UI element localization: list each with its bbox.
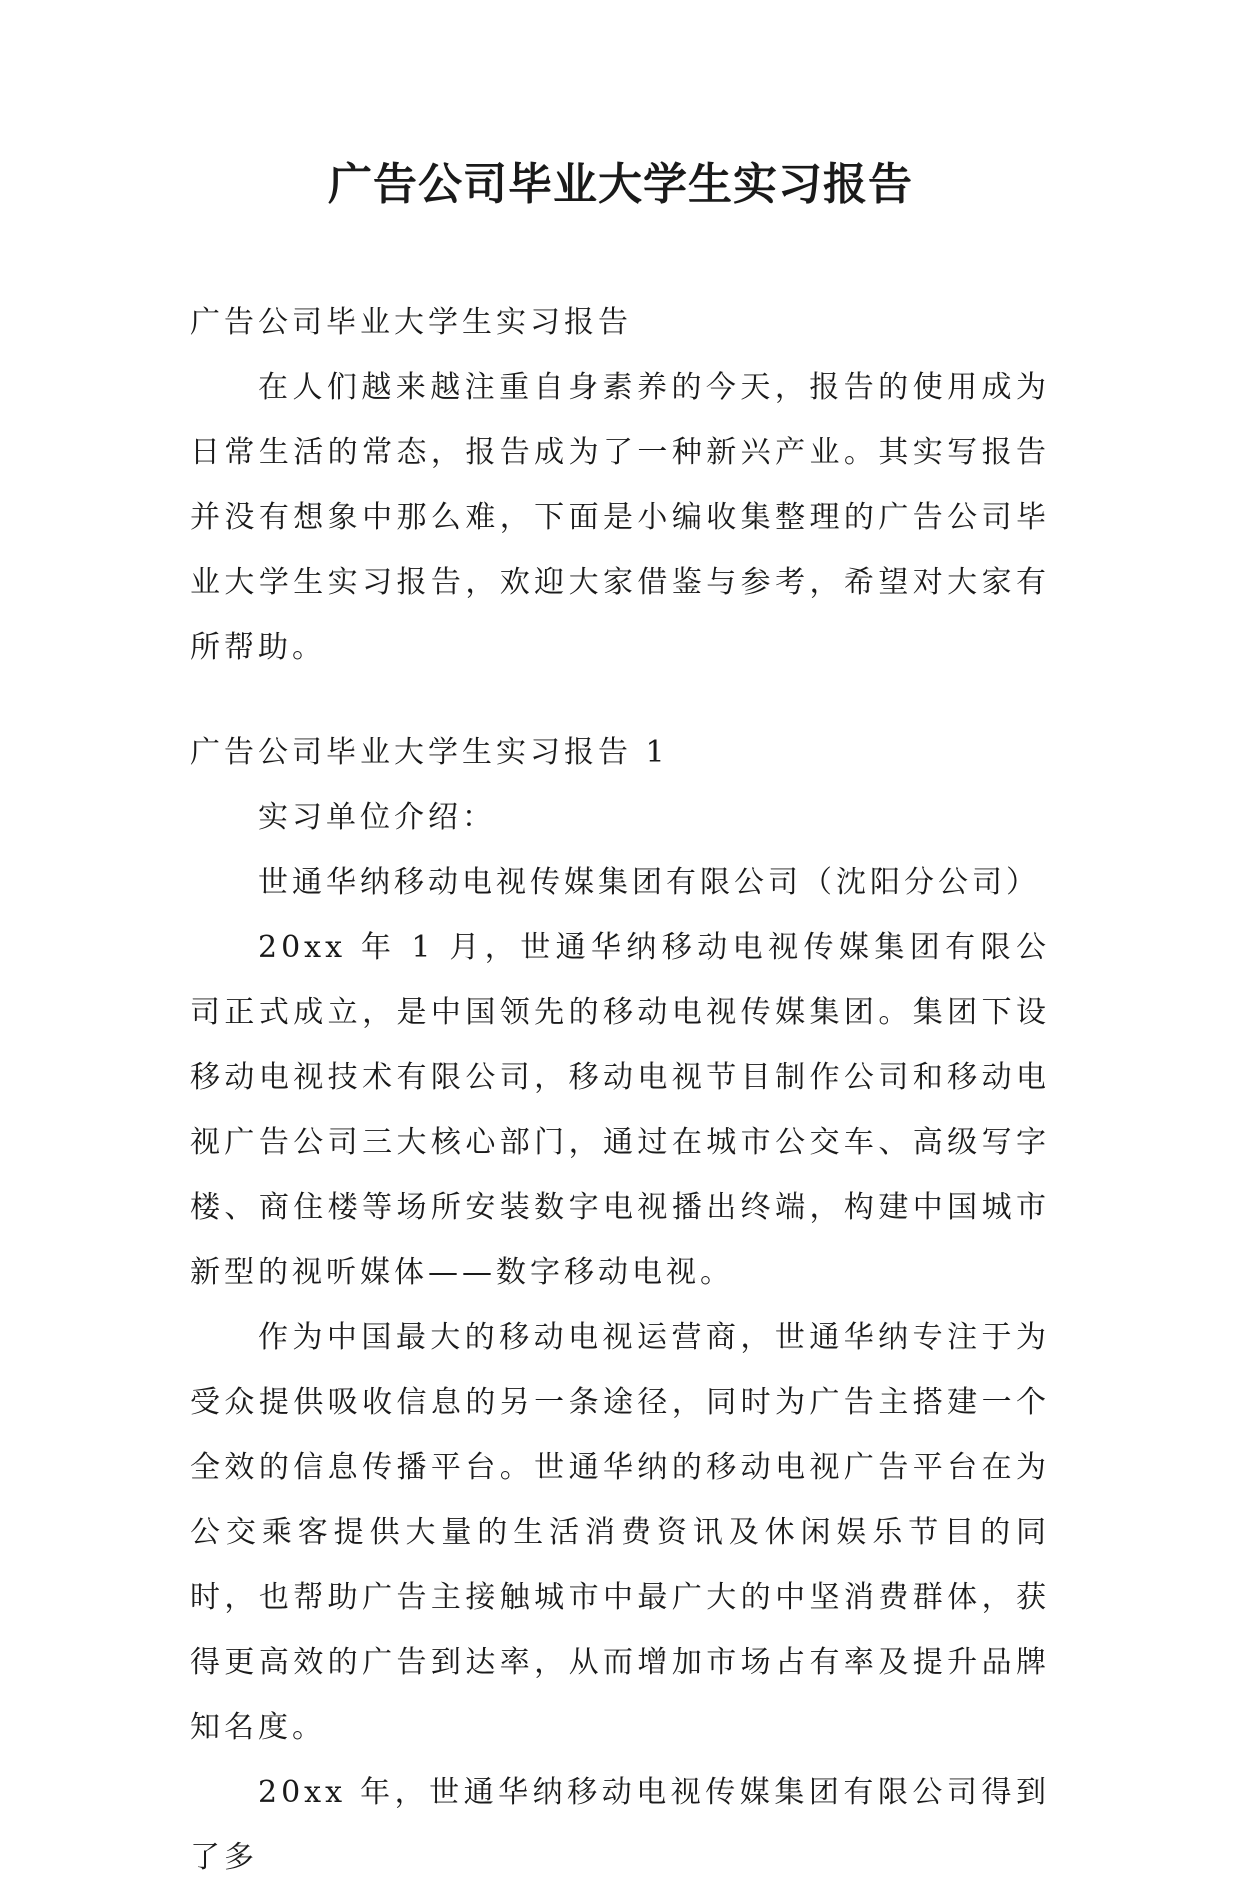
intro-paragraph: 在人们越来越注重自身素养的今天，报告的使用成为日常生活的常态，报告成为了一种新兴产业。其实写报告并没有想象中那么难，下面是小编收集整理的广告公司毕业大学生实习报告，欢迎大家借鉴与参考，希望对大家有所帮助。	[190, 370, 1050, 665]
subtitle-report-1: 广告公司毕业大学生实习报告 1	[190, 735, 669, 770]
section-gap	[190, 680, 1050, 720]
unit-heading: 实习单位介绍：	[258, 800, 496, 835]
document-title: 广告公司毕业大学生实习报告	[328, 159, 913, 210]
paragraph-continued: 20xx 年，世通华纳移动电视传媒集团有限公司得到了多	[190, 1775, 1050, 1875]
paragraph-operator: 作为中国最大的移动电视运营商，世通华纳专注于为受众提供吸收信息的另一条途径，同时为广告主搭建一个全效的信息传播平台。世通华纳的移动电视广告平台在为公交乘客提供大量的生活消费资讯及休闲娱乐节目的同时，也帮助广告主接触城市中最广大的中坚消费群体，获得更高效的广告到达率，从而增加市场占有率及提升品牌知名度。	[190, 1320, 1050, 1745]
company-name: 世通华纳移动电视传媒集团有限公司（沈阳分公司）	[258, 865, 1040, 900]
paragraph-founding: 20xx 年 1 月，世通华纳移动电视传媒集团有限公司正式成立，是中国领先的移动电视传媒集团。集团下设移动电视技术有限公司，移动电视节目制作公司和移动电视广告公司三大核心部门，通过在城市公交车、高级写字楼、商住楼等场所安装数字电视播出终端，构建中国城市新型的视听媒体——数字移动电视。	[190, 930, 1050, 1290]
document-body	[190, 290, 1050, 1890]
subtitle-first: 广告公司毕业大学生实习报告	[190, 305, 632, 340]
